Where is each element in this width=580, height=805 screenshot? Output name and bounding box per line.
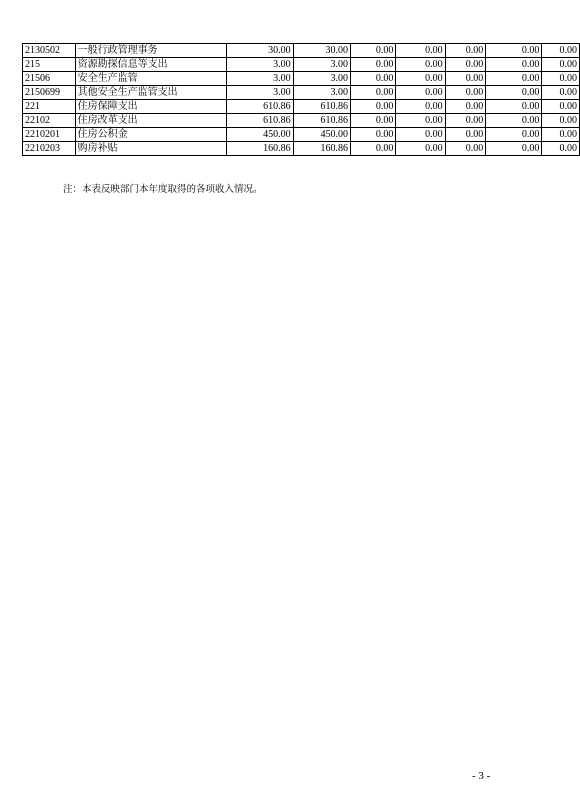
row-value: 0.00 [350, 128, 395, 142]
row-value: 610.86 [227, 100, 293, 114]
table-row [23, 142, 580, 156]
row-value: 0.00 [486, 44, 542, 58]
row-value: 0.00 [396, 142, 445, 156]
row-value: 0.00 [350, 142, 395, 156]
row-name: 购房补贴 [75, 142, 227, 156]
row-value: 0.00 [542, 114, 580, 128]
row-value: 0.00 [396, 44, 445, 58]
row-name: 住房保障支出 [75, 100, 227, 114]
row-value: 0.00 [486, 142, 542, 156]
row-value: 0.00 [445, 58, 486, 72]
row-code: 2150699 [23, 86, 76, 100]
row-value: 0.00 [350, 100, 395, 114]
table-row [23, 128, 580, 142]
row-value: 610.86 [227, 114, 293, 128]
row-value: 0.00 [445, 72, 486, 86]
table-row [23, 100, 580, 114]
row-code: 215 [23, 58, 76, 72]
row-name: 安全生产监管 [75, 72, 227, 86]
row-code: 2130502 [23, 44, 76, 58]
row-value: 0.00 [486, 128, 542, 142]
row-value: 610.86 [293, 100, 350, 114]
row-value: 0.00 [350, 44, 395, 58]
row-value: 0.00 [350, 114, 395, 128]
row-value: 0.00 [445, 100, 486, 114]
row-value: 30.00 [293, 44, 350, 58]
table-row [23, 44, 580, 58]
row-value: 160.86 [293, 142, 350, 156]
row-value: 0.00 [542, 44, 580, 58]
row-value: 3.00 [293, 72, 350, 86]
row-value: 160.86 [227, 142, 293, 156]
row-value: 3.00 [227, 58, 293, 72]
row-value: 0.00 [486, 72, 542, 86]
row-value: 0.00 [350, 72, 395, 86]
row-value: 0.00 [486, 86, 542, 100]
row-value: 0.00 [445, 44, 486, 58]
table-note: 注：本表反映部门本年度取得的各项收入情况。 [63, 184, 263, 195]
income-table-body [23, 44, 580, 156]
row-value: 0.00 [350, 58, 395, 72]
table-row [23, 86, 580, 100]
row-value: 3.00 [293, 58, 350, 72]
row-value: 0.00 [542, 86, 580, 100]
row-name: 其他安全生产监管支出 [75, 86, 227, 100]
row-code: 22102 [23, 114, 76, 128]
row-value: 0.00 [445, 114, 486, 128]
row-value: 0.00 [396, 114, 445, 128]
row-value: 30.00 [227, 44, 293, 58]
row-value: 0.00 [445, 86, 486, 100]
row-value: 0.00 [542, 128, 580, 142]
row-value: 450.00 [227, 128, 293, 142]
row-value: 0.00 [486, 114, 542, 128]
table-row [23, 72, 580, 86]
page-number: - 3 - [472, 770, 491, 782]
row-value: 0.00 [396, 86, 445, 100]
row-value: 0.00 [445, 142, 486, 156]
row-code: 2210203 [23, 142, 76, 156]
row-value: 0.00 [542, 100, 580, 114]
row-value: 3.00 [293, 86, 350, 100]
row-value: 0.00 [486, 58, 542, 72]
row-value: 610.86 [293, 114, 350, 128]
row-name: 住房公积金 [75, 128, 227, 142]
row-code: 221 [23, 100, 76, 114]
row-value: 3.00 [227, 72, 293, 86]
row-value: 0.00 [396, 128, 445, 142]
row-name: 资源勘探信息等支出 [75, 58, 227, 72]
row-code: 21506 [23, 72, 76, 86]
row-value: 0.00 [350, 86, 395, 100]
row-code: 2210201 [23, 128, 76, 142]
row-value: 0.00 [396, 72, 445, 86]
row-name: 一般行政管理事务 [75, 44, 227, 58]
row-value: 0.00 [542, 58, 580, 72]
table-row [23, 58, 580, 72]
row-value: 0.00 [542, 142, 580, 156]
row-value: 450.00 [293, 128, 350, 142]
row-name: 住房改革支出 [75, 114, 227, 128]
table-row [23, 114, 580, 128]
row-value: 0.00 [396, 58, 445, 72]
row-value: 3.00 [227, 86, 293, 100]
row-value: 0.00 [542, 72, 580, 86]
row-value: 0.00 [486, 100, 542, 114]
row-value: 0.00 [445, 128, 486, 142]
row-value: 0.00 [396, 100, 445, 114]
income-table [22, 43, 580, 156]
